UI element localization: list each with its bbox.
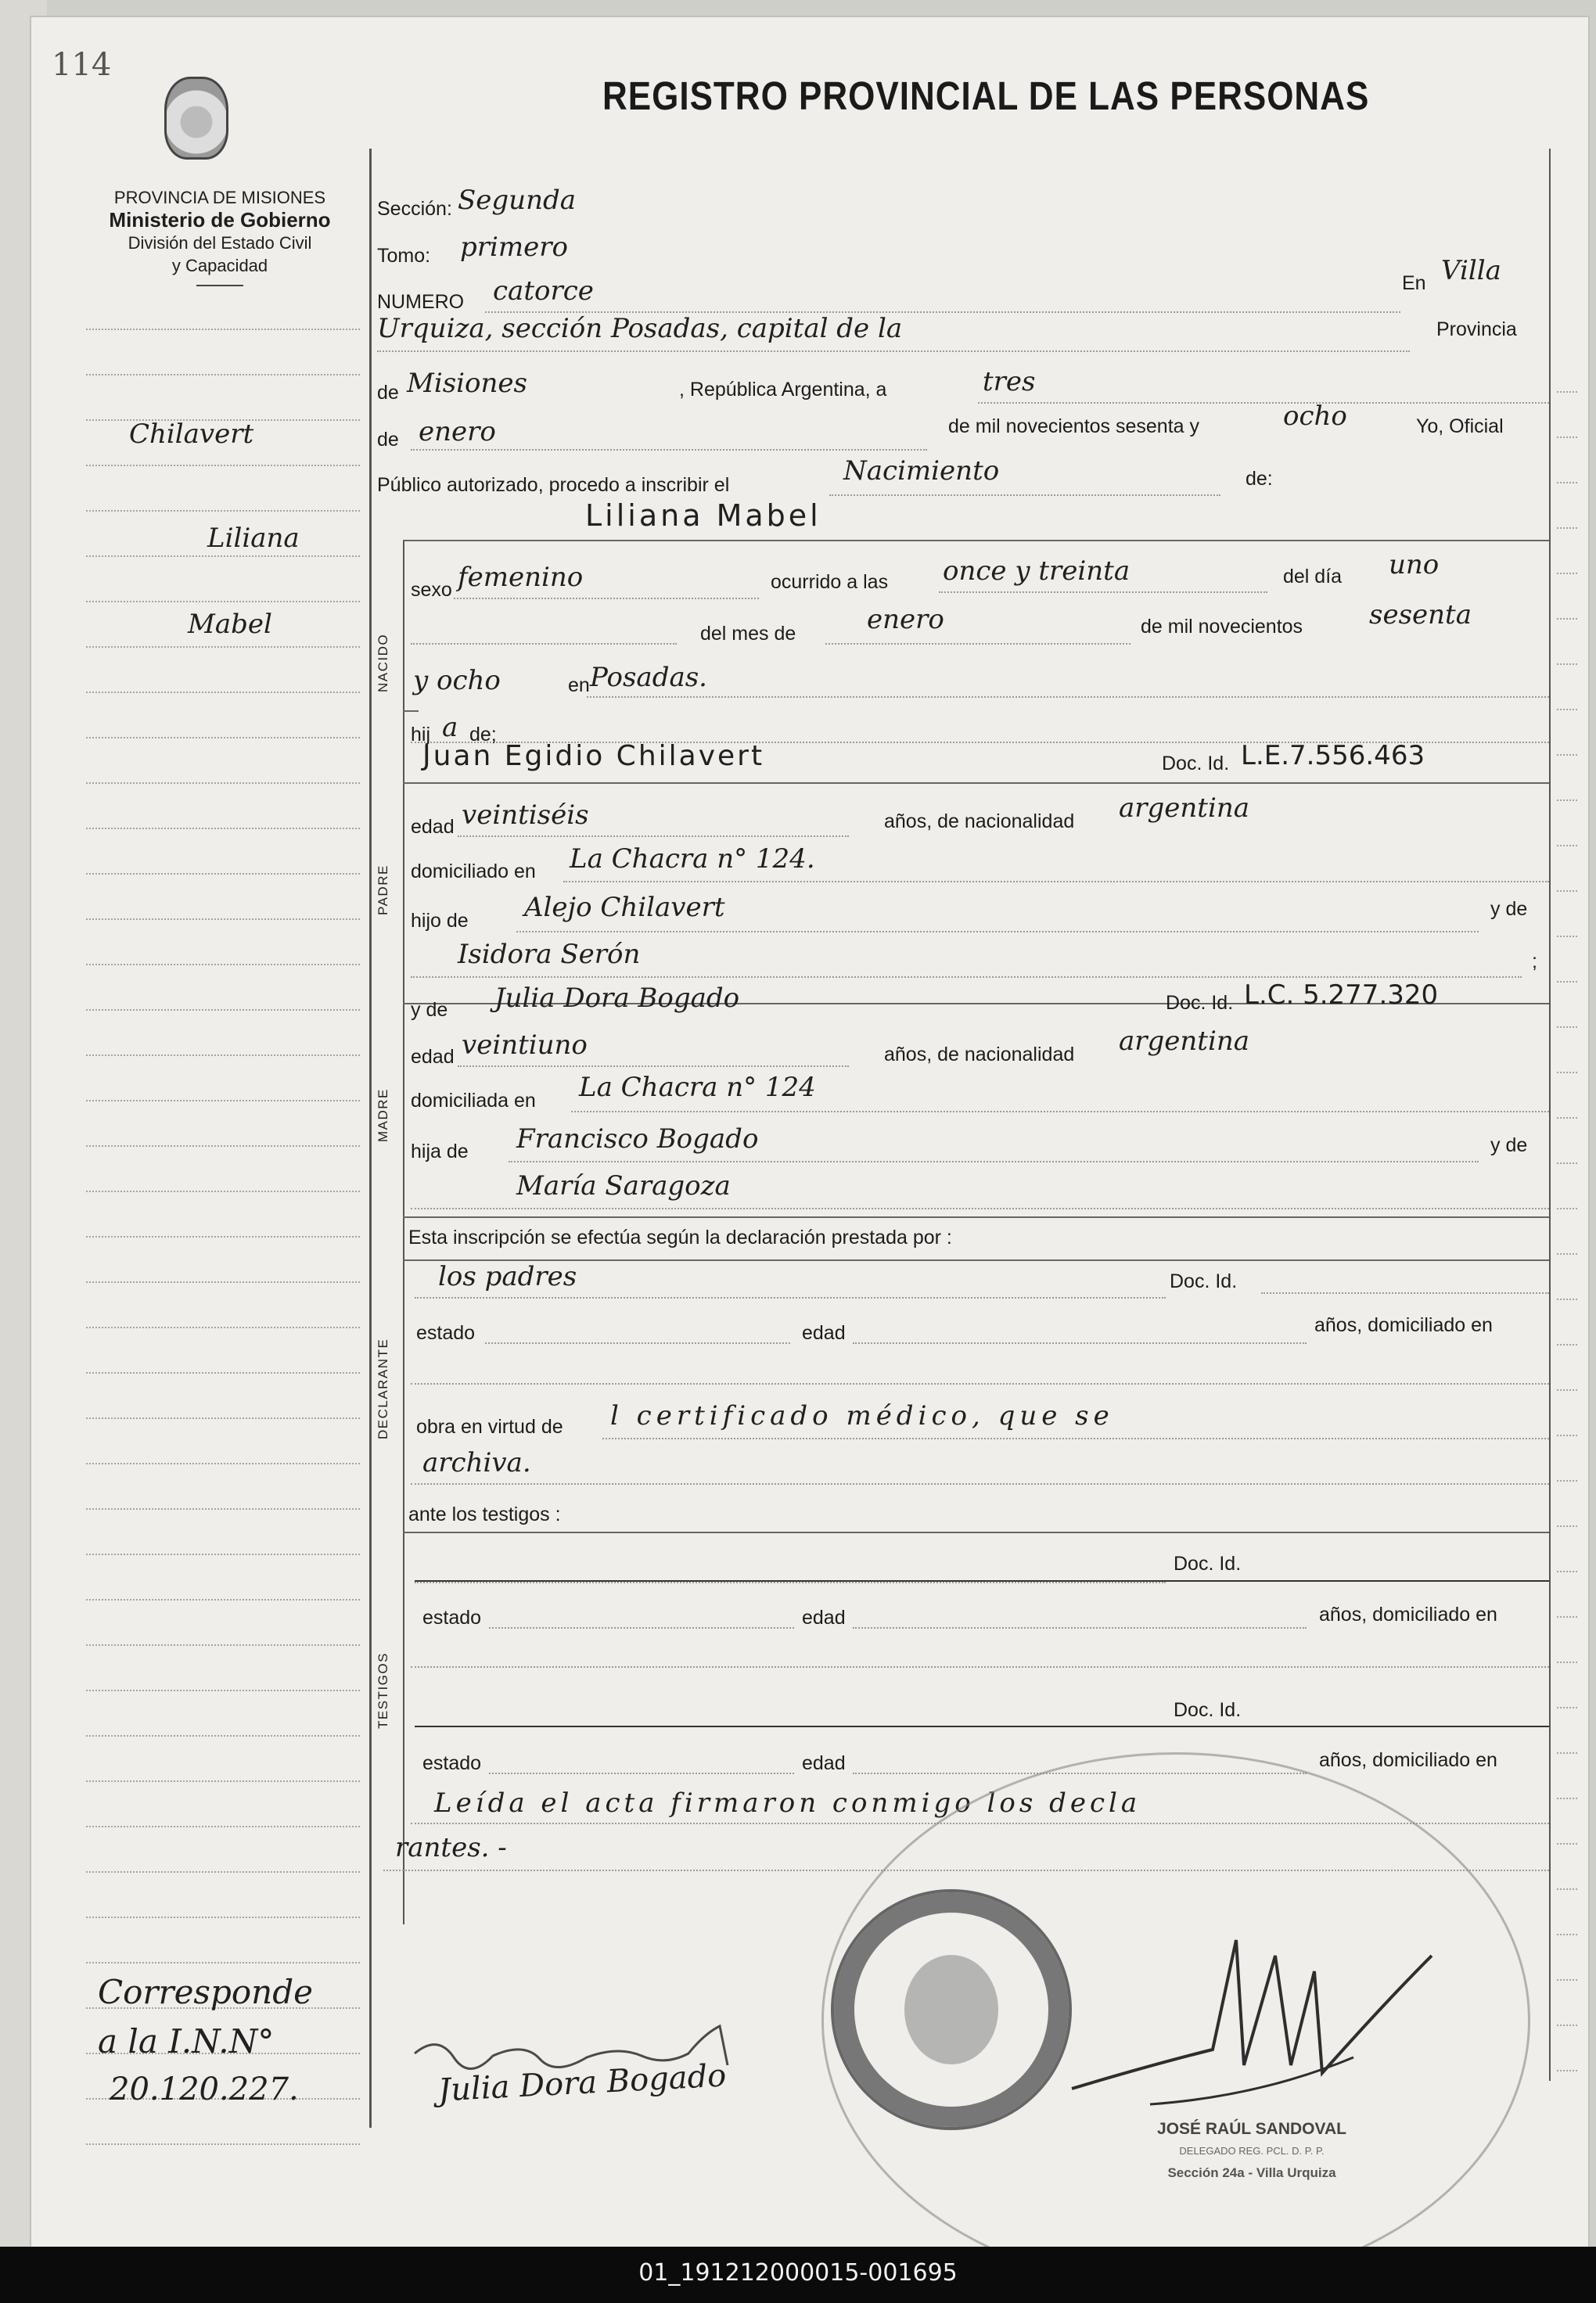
label-en-lugar: en [568,674,590,696]
left-margin-line [86,873,360,875]
dots-declarante-dom [411,1383,1549,1385]
label-declarante-doc: Doc. Id. [1170,1270,1238,1292]
left-margin-line [86,1690,360,1691]
value-abuela-pat: Isidora Serón [458,939,641,970]
right-margin-line [1557,1435,1577,1436]
value-lugar-nac: Posadas. [590,662,707,693]
value-mes: enero [419,416,496,447]
dots-acto [829,494,1220,496]
left-margin-line [86,1417,360,1419]
right-margin-line [1557,1934,1577,1935]
right-margin-line [1557,845,1577,846]
label-madre-doc: Doc. Id. [1166,992,1234,1014]
left-margin-line [86,737,360,738]
right-margin-line [1557,527,1577,529]
dots-mes [411,449,927,451]
label-semicolon: ; [1532,950,1537,972]
dots-declarante-estado [485,1342,790,1344]
value-padre-dom: La Chacra n° 124. [570,843,815,875]
official-round-stamp [831,1889,1072,2130]
value-anio-nac-2: y ocho [413,665,501,696]
dots-abuela-mat [411,1208,1549,1209]
label-hij: hij [411,724,431,746]
handwritten-page-number: 114 [52,47,112,83]
label-testigo2-anios: años, domiciliado en [1319,1749,1497,1771]
value-anio: ocho [1283,401,1347,432]
left-margin-line [86,918,360,920]
province-coat-of-arms-icon [164,77,228,160]
value-madre-nombre: Julia Dora Bogado [494,983,740,1014]
left-margin-line [86,555,360,557]
right-margin-line [1557,1389,1577,1391]
value-seccion: Segunda [458,185,577,216]
institution-line-4: y Capacidad [171,256,268,275]
label-padre-edad: edad [411,816,455,838]
right-margin-line [1557,1253,1577,1255]
right-margin-line [1557,1344,1577,1346]
right-margin-line [1557,482,1577,483]
institution-line-3: División del Estado Civil [128,233,312,253]
rule-hija [403,710,419,712]
right-margin-line [1557,391,1577,393]
side-label-madre: MADRE [376,1088,390,1142]
right-margin-line [1557,1480,1577,1482]
left-margin-line [86,1917,360,1918]
footer-filename: 01_191212000015-001695 [638,2259,958,2287]
right-margin-line [1557,437,1577,438]
right-margin-line [1557,1979,1577,1981]
value-dia-nac: uno [1389,549,1440,580]
label-declarante-estado: estado [416,1322,476,1344]
dots-dia-nac-line [411,643,677,645]
side-label-padre: PADRE [376,864,390,915]
label-testigo2-edad: edad [802,1752,846,1774]
officer-stamp [1127,2118,1377,2184]
label-del-dia: del día [1283,566,1343,587]
dots-lugar-nac [587,696,1549,698]
label-obra: obra en virtud de [416,1416,563,1438]
right-margin-line [1557,663,1577,665]
margin-correspondence-1: Corresponde [98,1973,313,2011]
mother-signature: Julia Dora Bogado [437,2057,728,2109]
value-abuela-mat: María Saragoza [516,1170,731,1202]
value-madre-dom: La Chacra n° 124 [579,1072,816,1103]
rule-inscripcion [403,1216,1549,1218]
label-tomo: Tomo: [377,245,431,267]
dots-madre-edad [458,1065,849,1067]
value-tomo: primero [460,232,568,263]
dots-lugar [377,350,1410,352]
margin-rule [369,149,372,2128]
value-hij-suffix: a [442,712,458,743]
side-label-testigos: TESTIGOS [376,1652,390,1729]
label-hija-de: hija de [411,1141,469,1162]
left-margin-line [86,964,360,965]
left-margin-line [86,1281,360,1283]
label-ante: ante los testigos : [408,1504,561,1525]
rule-testigo1 [415,1580,1549,1582]
dots-hora [939,591,1267,593]
side-label-nacido: NACIDO [376,633,390,692]
left-margin-line [86,1826,360,1827]
left-margin-line [86,1508,360,1510]
dots-obra-1 [602,1438,1549,1439]
institution-divider [196,285,243,286]
value-numero: catorce [493,275,594,307]
label-del-mes: del mes de [700,623,796,645]
left-margin-line [86,1871,360,1873]
officer-title: DELEGADO REG. PCL. D. P. P. [1179,2145,1325,2157]
label-testigo1-doc: Doc. Id. [1174,1553,1242,1575]
right-margin-line [1557,2070,1577,2071]
left-margin-line [86,1463,360,1464]
label-inscripcion: Esta inscripción se efectúa según la declaración prestada por : [408,1227,952,1249]
left-margin-line [86,1009,360,1011]
left-margin-line [86,646,360,648]
label-testigo2-estado: estado [422,1752,482,1774]
dots-padre-dom [563,881,1549,882]
label-testigo2-doc: Doc. Id. [1174,1699,1242,1721]
right-margin-line [1557,890,1577,892]
dots-testigo1-edad [853,1627,1307,1629]
margin-surname: Chilavert [129,419,254,450]
value-lugar-line: Urquiza, sección Posadas, capital de la [377,313,903,344]
right-margin-line [1557,754,1577,756]
left-margin-line [86,1372,360,1374]
left-margin-line [86,692,360,693]
label-y-de-madre: y de [411,999,448,1021]
dots-declarante [415,1297,1166,1299]
label-madre-dom: domiciliada en [411,1090,536,1112]
officer-section: Sección 24a - Villa Urquiza [1167,2165,1336,2180]
dots-dia [978,402,1549,404]
label-de-colon: de: [1246,468,1273,490]
label-de-semi: de; [469,724,497,746]
label-padre-doc: Doc. Id. [1162,753,1230,774]
value-dia: tres [983,366,1036,397]
left-margin-line [86,1054,360,1056]
label-yo-oficial: Yo, Oficial [1416,415,1504,437]
label-de-provincia: de [377,382,399,404]
right-margin-line [1557,1571,1577,1572]
value-padre-nac: argentina [1119,792,1250,824]
right-margin-line [1557,1707,1577,1708]
right-margin-line [1557,1752,1577,1754]
value-padre-nombre: Juan Egidio Chilavert [422,740,765,772]
label-madre-edad: edad [411,1046,455,1068]
rule-testigos-top [403,1532,1549,1533]
left-margin-line [86,1236,360,1238]
label-y-de-padre: y de [1490,898,1528,920]
institution-line-2: Ministerio de Gobierno [109,208,331,232]
label-testigo1-estado: estado [422,1607,482,1629]
dots-hija-de [509,1161,1479,1162]
rule-nacido-top [403,540,1549,541]
right-margin-line [1557,1208,1577,1209]
value-abuelo-pat: Alejo Chilavert [524,892,725,923]
rule-padre-top [403,782,1549,784]
right-margin-line [1557,1072,1577,1073]
dots-hijo-de [516,931,1479,932]
left-margin-line [86,828,360,829]
dots-padre-edad [458,835,849,837]
margin-correspondence-3: 20.120.227. [110,2071,299,2107]
dots-obra-2 [411,1483,1549,1485]
officer-signature [1056,1909,1447,2136]
value-obra-1: l certificado médico, que se [610,1400,1114,1432]
right-margin-line [1557,1888,1577,1890]
value-madre-nac: argentina [1119,1026,1250,1057]
left-margin-line [86,510,360,512]
left-margin-line [86,782,360,784]
dots-declarante-edad [853,1342,1307,1344]
left-margin-line [86,1100,360,1101]
left-margin-line [86,1327,360,1328]
label-declarante-anios: años, domiciliado en [1314,1314,1493,1336]
label-publico: Público autorizado, procedo a inscribir el [377,474,730,496]
left-margin-line [86,2143,360,2145]
right-margin-line [1557,799,1577,801]
margin-first-name: Liliana [207,523,300,554]
right-margin-line [1557,1525,1577,1527]
value-hora: once y treinta [943,555,1130,587]
left-margin-line [86,1145,360,1147]
value-sexo: femenino [458,562,584,593]
right-margin-line [1557,981,1577,983]
label-sexo: sexo [411,579,452,601]
left-margin-line [86,1644,360,1646]
dots-testigo1-nombre [415,1582,1166,1583]
label-provincia: Provincia [1436,318,1517,340]
label-testigo1-edad: edad [802,1607,846,1629]
left-margin-line [86,1599,360,1601]
label-madre-anios: años, de nacionalidad [884,1044,1075,1065]
value-anio-nac: sesenta [1369,599,1472,631]
label-en: En [1402,272,1426,294]
institution-block [67,186,372,286]
margin-correspondence-2: a la I.N.N° [98,2022,275,2060]
value-en: Villa [1441,255,1501,286]
right-margin-line [1557,936,1577,937]
right-margin-line [1557,709,1577,710]
right-margin-line [1557,1117,1577,1119]
right-margin-line [1557,1026,1577,1028]
left-margin-line [86,1780,360,1782]
label-padre-dom: domiciliado en [411,860,536,882]
label-hijo-de: hijo de [411,910,469,932]
left-margin-line [86,1554,360,1555]
right-margin-line [1557,2025,1577,2026]
label-declarante-edad: edad [802,1322,846,1344]
right-margin-line [1557,573,1577,574]
label-mil-novecientos: de mil novecientos [1141,616,1303,638]
right-margin-line [1557,1662,1577,1663]
right-margin-line [1557,1616,1577,1618]
left-margin-line [86,465,360,466]
left-margin-line [86,374,360,375]
dots-testigo1-estado [489,1627,794,1629]
value-provincia: Misiones [407,368,527,399]
value-nombre: Liliana Mabel [585,498,821,533]
footer-bar [0,2247,1596,2303]
label-seccion: Sección: [377,198,452,220]
right-margin-line [1557,1299,1577,1300]
side-label-declarante: DECLARANTE [376,1338,390,1439]
value-cierre-2: rantes. - [395,1832,507,1863]
right-margin-line [1557,618,1577,620]
label-padre-anios: años, de nacionalidad [884,810,1075,832]
label-mil-sesenta: de mil novecientos sesenta y [948,415,1200,437]
right-margin-line [1557,1798,1577,1799]
dots-declarante-doc [1261,1292,1549,1294]
value-padre-edad: veintiséis [462,799,589,831]
value-padre-doc: L.E.7.556.463 [1241,740,1425,771]
value-madre-edad: veintiuno [462,1029,588,1061]
dots-testigo2-estado [489,1773,794,1774]
left-margin-line [86,601,360,602]
label-republica: , República Argentina, a [679,379,887,401]
dots-abuela-pat [411,976,1522,978]
right-margin-line [1557,1162,1577,1164]
label-de-mes: de [377,429,399,451]
left-margin-line [86,1962,360,1963]
dots-mes-nac [825,643,1130,645]
dots-sexo [454,598,759,599]
institution-line-1: PROVINCIA DE MISIONES [113,188,326,207]
left-margin-line [86,1191,360,1192]
label-y-de-madre-2: y de [1490,1134,1528,1156]
value-mes-nac: enero [867,604,944,635]
value-madre-doc: L.C. 5.277.320 [1244,979,1439,1011]
left-margin-line [86,1735,360,1737]
document-title: REGISTRO PROVINCIAL DE LAS PERSONAS [602,74,1370,119]
dots-testigo1-dom [411,1666,1549,1668]
value-obra-2: archiva. [422,1447,531,1478]
section-rule [403,540,404,1924]
label-ocurrido: ocurrido a las [771,571,889,593]
label-numero: NUMERO [377,291,465,313]
value-abuelo-mat: Francisco Bogado [516,1123,759,1155]
officer-name: JOSÉ RAÚL SANDOVAL [1157,2120,1346,2138]
left-margin-line [86,329,360,330]
value-declarante: los padres [438,1261,577,1292]
label-testigo1-anios: años, domiciliado en [1319,1604,1497,1626]
right-rule [1549,149,1551,2081]
dots-madre-dom [571,1111,1549,1112]
value-acto: Nacimiento [843,455,1000,487]
rule-testigo2 [415,1726,1549,1727]
right-margin-line [1557,1843,1577,1845]
stamp-emblem-icon [904,1955,998,2064]
value-cierre-1: Leída el acta firmaron conmigo los decla [434,1787,1141,1819]
margin-middle-name: Mabel [188,609,272,640]
